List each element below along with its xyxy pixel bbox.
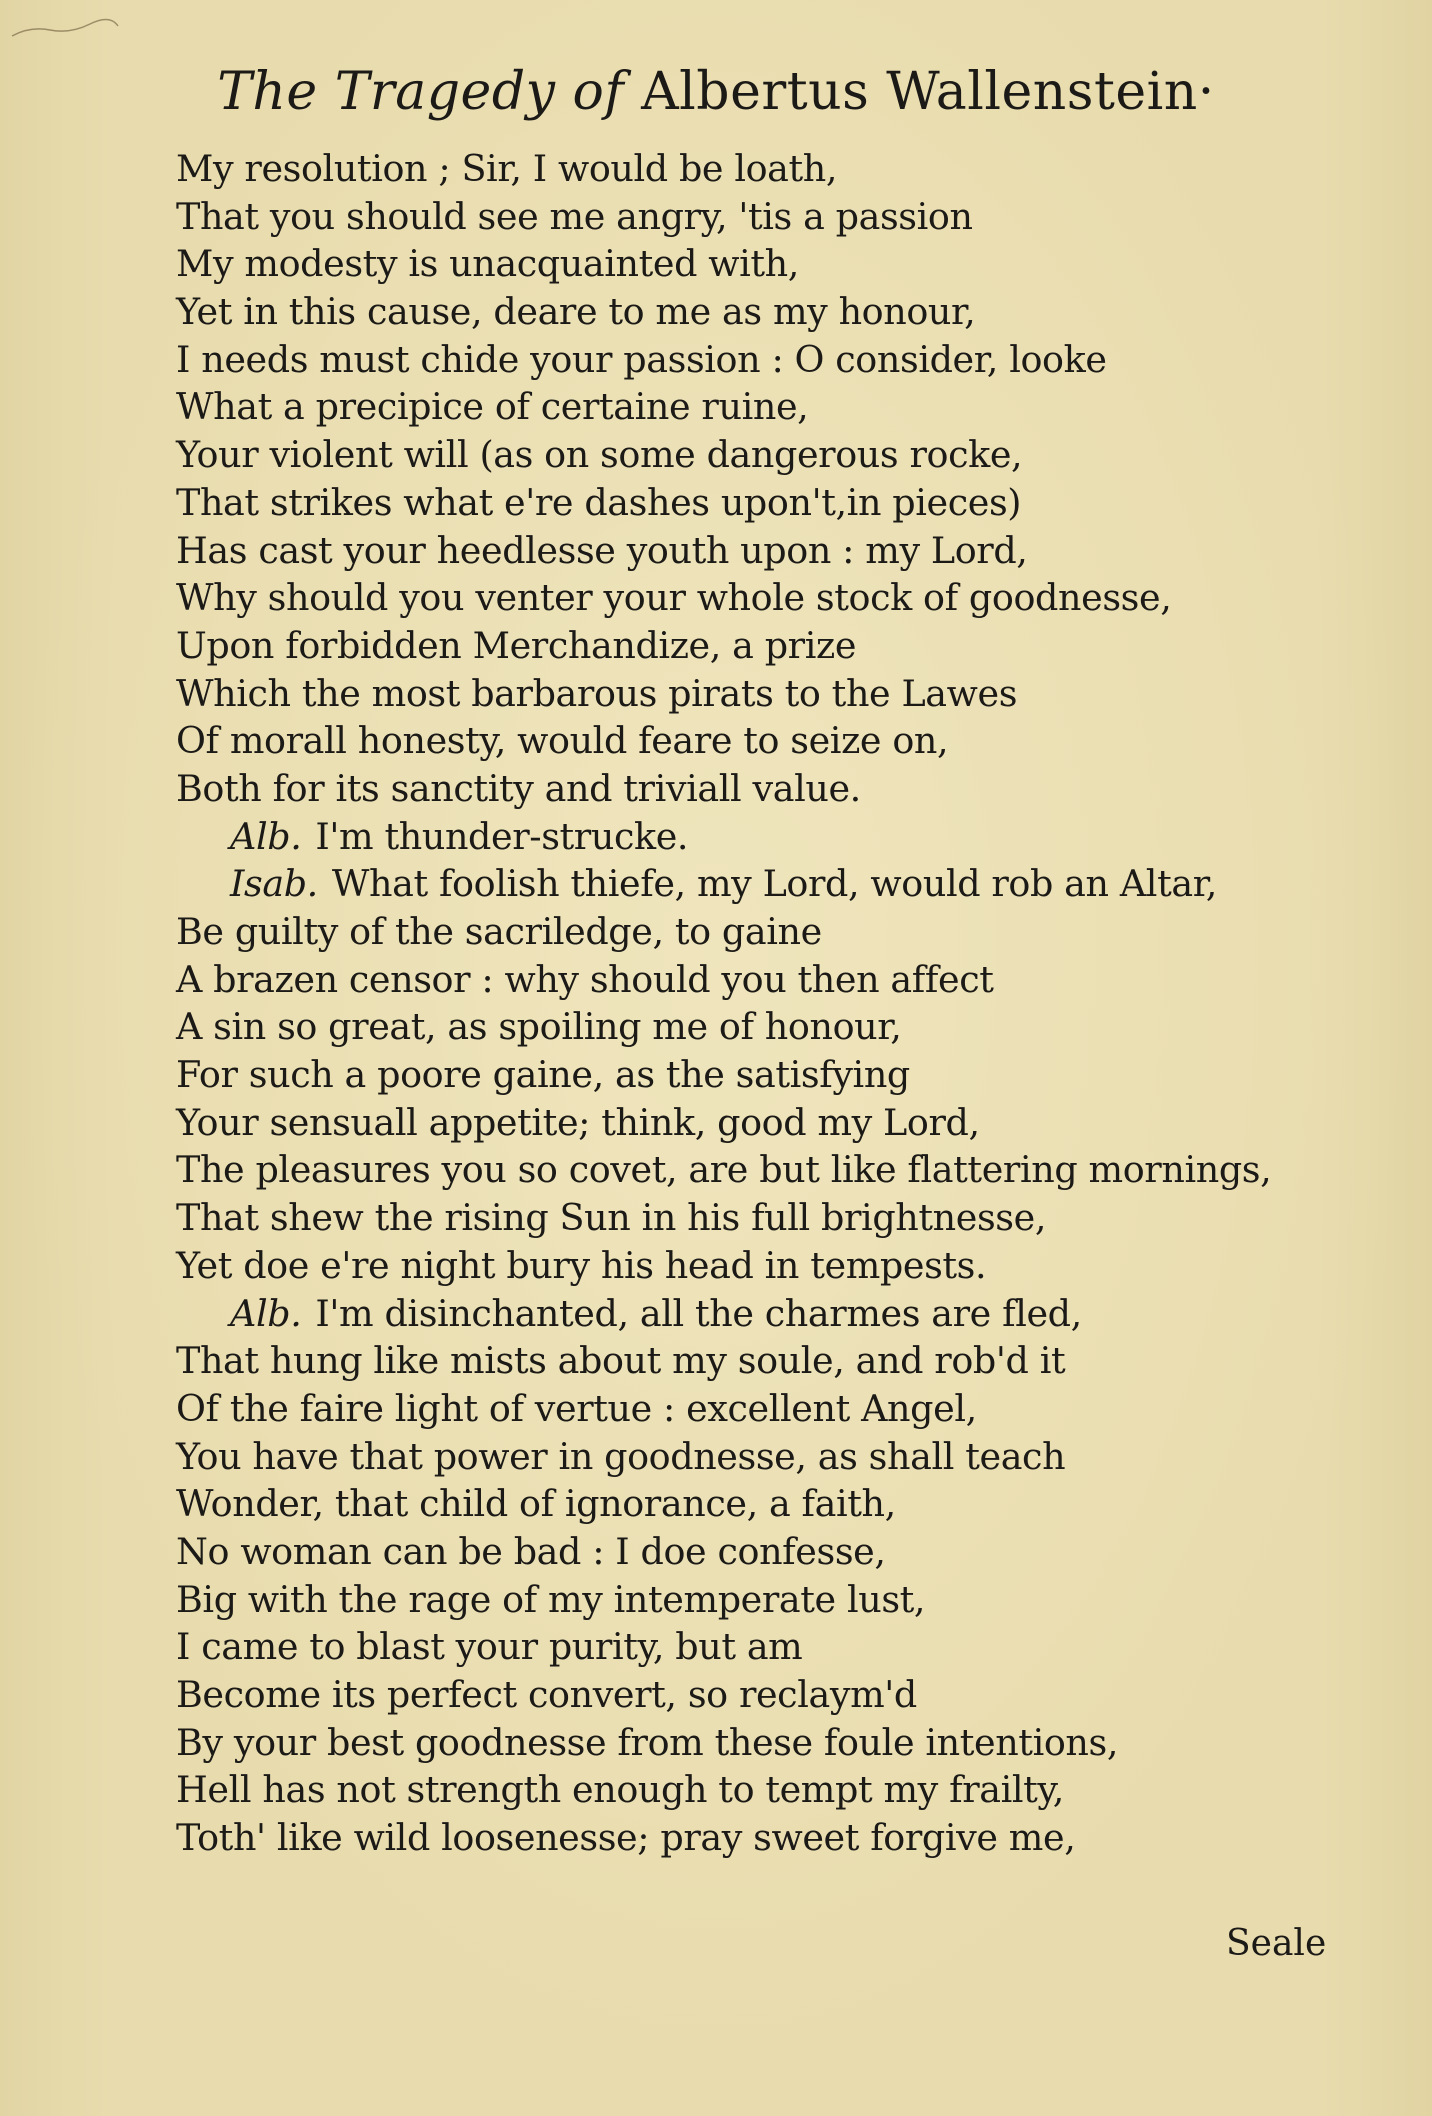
header-title-roman: Albertus Wallenstein· bbox=[641, 62, 1215, 122]
line-text: Your sensuall appetite; think, good my Lord, bbox=[176, 1100, 980, 1144]
line-text: Wonder, that child of ignorance, a faith, bbox=[176, 1482, 896, 1526]
line-text: No woman can be bad : I doe confesse, bbox=[176, 1529, 886, 1573]
line-text: A sin so great, as spoiling me of honour, bbox=[176, 1005, 902, 1049]
line-text: I'm disinchanted, all the charmes are fled, bbox=[315, 1291, 1082, 1335]
speech-line bbox=[176, 813, 1316, 861]
speech-line bbox=[176, 860, 1316, 908]
verse-line bbox=[176, 1623, 1316, 1671]
line-text: Yet in this cause, deare to me as my honour, bbox=[176, 290, 976, 334]
verse-line bbox=[176, 717, 1316, 765]
line-text: Big with the rage of my intemperate lust, bbox=[176, 1577, 926, 1621]
verse-line bbox=[176, 622, 1316, 670]
verse-line bbox=[176, 956, 1316, 1004]
verse-line bbox=[176, 1003, 1316, 1051]
verse-line bbox=[176, 908, 1316, 956]
verse-line bbox=[176, 1385, 1316, 1433]
line-text: My resolution ; Sir, I would be loath, bbox=[176, 147, 838, 190]
verse-line bbox=[176, 1146, 1316, 1194]
verse-line bbox=[176, 1719, 1316, 1767]
line-text: I came to blast your purity, but am bbox=[176, 1625, 803, 1669]
line-text: The pleasures you so covet, are but like flattering mornings, bbox=[176, 1148, 1272, 1192]
speaker-name: Isab. bbox=[230, 862, 318, 906]
verse-line bbox=[176, 527, 1316, 575]
verse-line bbox=[176, 383, 1316, 431]
line-text: That strikes what e're dashes upon't,in pieces) bbox=[176, 480, 1022, 524]
line-text: I'm thunder-strucke. bbox=[315, 814, 689, 858]
line-text: A brazen censor : why should you then affect bbox=[176, 957, 994, 1001]
line-text: My modesty is unacquainted with, bbox=[176, 242, 799, 286]
verse-line bbox=[176, 145, 1316, 193]
line-text: For such a poore gaine, as the satisfying bbox=[176, 1053, 910, 1097]
verse-line bbox=[176, 1766, 1316, 1814]
line-text: Both for its sanctity and triviall value. bbox=[176, 766, 861, 810]
verse-line bbox=[176, 1480, 1316, 1528]
verse-line bbox=[176, 574, 1316, 622]
verse-line bbox=[176, 1576, 1316, 1624]
verse-line bbox=[176, 1099, 1316, 1147]
line-text: I needs must chide your passion : O consider, looke bbox=[176, 337, 1107, 381]
verse-line bbox=[176, 765, 1316, 813]
catchword: Seale bbox=[1226, 1923, 1327, 1964]
line-text: Hell has not strength enough to tempt my frailty, bbox=[176, 1768, 1064, 1812]
line-text: By your best goodnesse from these foule intentions, bbox=[176, 1720, 1119, 1764]
verse-line bbox=[176, 1528, 1316, 1576]
verse-line bbox=[176, 336, 1316, 384]
line-text: Yet doe e're night bury his head in tempests. bbox=[176, 1243, 987, 1287]
verse-line bbox=[176, 288, 1316, 336]
verse-line bbox=[176, 1194, 1316, 1242]
verse-line bbox=[176, 431, 1316, 479]
header-title-italic: The Tragedy of bbox=[217, 62, 625, 122]
line-text: Upon forbidden Merchandize, a prize bbox=[176, 623, 857, 667]
verse-line bbox=[176, 479, 1316, 527]
running-header bbox=[0, 62, 1432, 122]
line-text: Toth' like wild loosenesse; pray sweet forgive me, bbox=[176, 1816, 1076, 1860]
verse-line bbox=[176, 193, 1316, 241]
speech-line bbox=[176, 1290, 1316, 1338]
line-text: Your violent will (as on some dangerous rocke, bbox=[176, 433, 1023, 477]
line-text: Which the most barbarous pirats to the Lawes bbox=[176, 671, 1018, 715]
line-text: Why should you venter your whole stock of goodnesse, bbox=[176, 576, 1172, 620]
speaker-name: Alb. bbox=[230, 1291, 302, 1335]
line-text: Be guilty of the sacriledge, to gaine bbox=[176, 910, 822, 953]
verse-line bbox=[176, 1433, 1316, 1481]
verse-line bbox=[176, 670, 1316, 718]
verse-line bbox=[176, 1337, 1316, 1385]
line-text: You have that power in goodnesse, as shall teach bbox=[176, 1434, 1066, 1478]
line-text: That shew the rising Sun in his full brightnesse, bbox=[176, 1196, 1047, 1240]
verse-line bbox=[176, 1051, 1316, 1099]
page-edge-mark bbox=[10, 14, 120, 44]
line-text: That hung like mists about my soule, and rob'd it bbox=[176, 1339, 1066, 1383]
line-text: Of morall honesty, would feare to seize on, bbox=[176, 719, 949, 763]
verse-line bbox=[176, 240, 1316, 288]
line-text: Has cast your heedlesse youth upon : my Lord, bbox=[176, 528, 1028, 572]
line-text: Become its perfect convert, so reclaym'd bbox=[176, 1673, 917, 1716]
line-text: What a precipice of certaine ruine, bbox=[176, 385, 809, 429]
speaker-name: Alb. bbox=[230, 814, 302, 858]
line-text: Of the faire light of vertue : excellent Angel, bbox=[176, 1386, 977, 1430]
line-text: That you should see me angry, 'tis a passion bbox=[176, 194, 973, 238]
line-text: What foolish thiefe, my Lord, would rob an Altar, bbox=[331, 862, 1217, 906]
verse-line bbox=[176, 1814, 1316, 1862]
verse-line bbox=[176, 1242, 1316, 1290]
play-text bbox=[176, 145, 1316, 1862]
verse-line bbox=[176, 1671, 1316, 1719]
